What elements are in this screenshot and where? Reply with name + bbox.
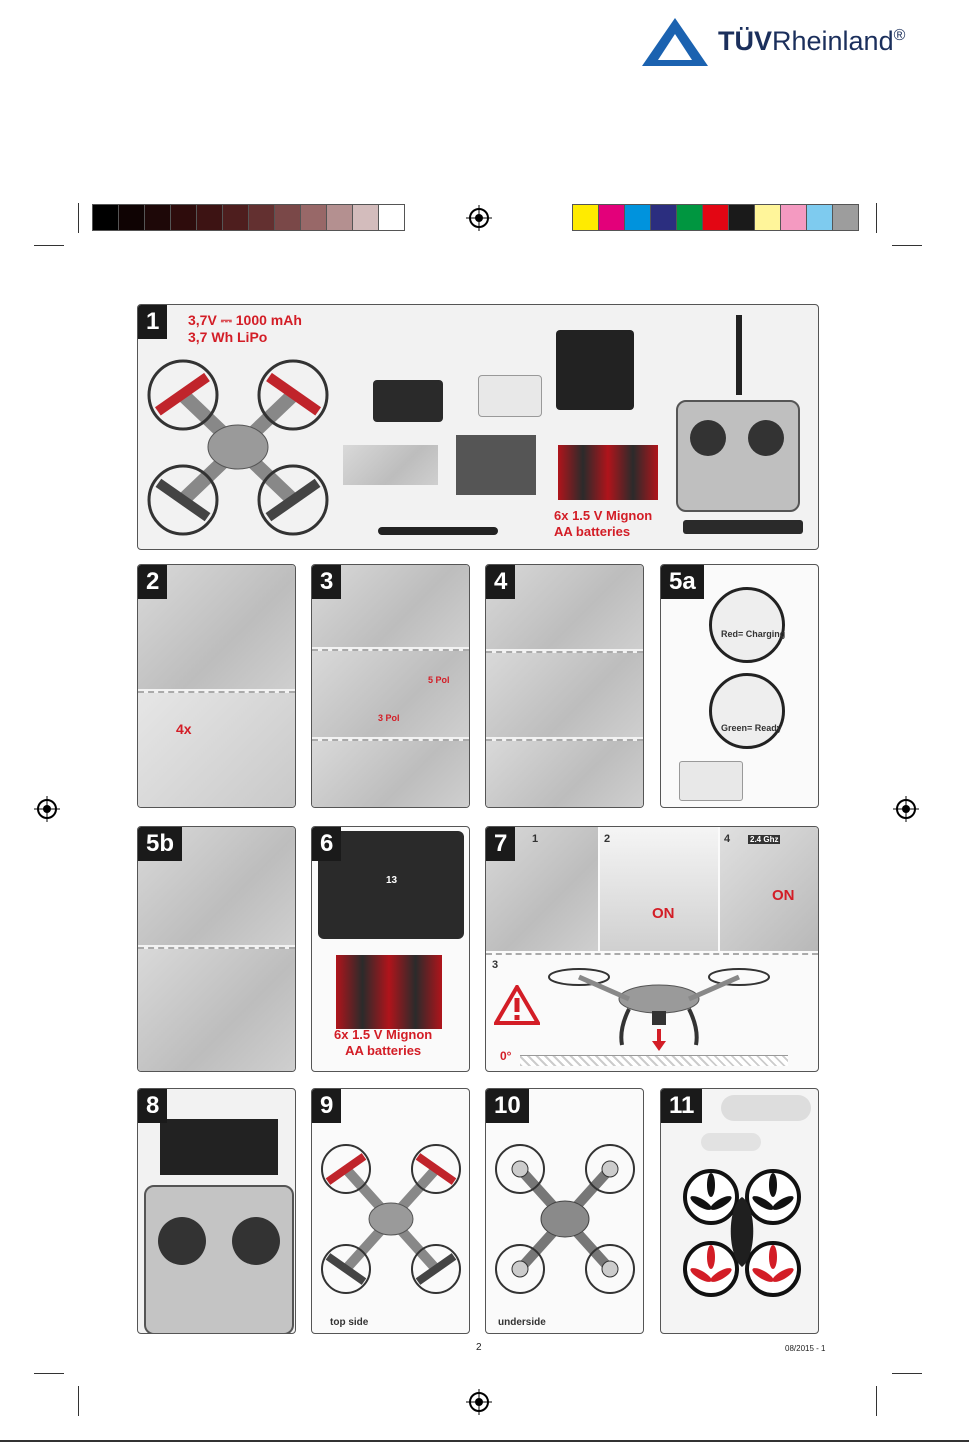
color-swatch [676, 204, 703, 231]
top-side-caption: top side [330, 1317, 369, 1328]
color-swatch [274, 204, 301, 231]
connector-3pol-label: 3 Pol [378, 713, 400, 723]
quantity-label: 4x [176, 721, 192, 737]
lipo-battery-image [679, 761, 743, 801]
step-photo [720, 827, 818, 951]
color-swatch [196, 204, 223, 231]
drone-top-illustration [316, 1139, 466, 1299]
color-swatch [598, 204, 625, 231]
color-swatch [300, 204, 327, 231]
step-photo [312, 651, 469, 737]
cloud-shape [721, 1095, 811, 1121]
panel-10-underside [485, 1088, 644, 1334]
step-number: 11 [661, 1089, 702, 1123]
step-number: 6 [312, 827, 341, 861]
color-swatch [92, 204, 119, 231]
step-number: 5a [661, 565, 704, 599]
panel-11-flight [660, 1088, 819, 1334]
panel-1-contents [137, 304, 819, 550]
phone-holder-image [556, 330, 634, 410]
battery-spec: 3,7V ⎓ 1000 mAh 3,7 Wh LiPo [188, 312, 302, 345]
step-number: 1 [138, 305, 167, 339]
charging-label: Red= Charging [721, 629, 786, 639]
charger-green-led-detail [709, 673, 785, 749]
step-number: 3 [312, 565, 341, 599]
propellers-image [456, 435, 536, 495]
color-swatch [144, 204, 171, 231]
color-swatch [118, 204, 145, 231]
compartment-reference-number: 13 [386, 875, 398, 886]
step-photo [138, 949, 295, 1071]
crop-mark [78, 203, 79, 233]
registration-mark-icon [893, 796, 919, 822]
step-photo [600, 827, 718, 951]
color-swatch [650, 204, 677, 231]
process-color-bar [572, 204, 858, 232]
panel-6-remote-batteries [311, 826, 470, 1072]
panel-9-top-side [311, 1088, 470, 1334]
aa-batteries-image [558, 445, 658, 500]
color-swatch [326, 204, 353, 231]
color-swatch [624, 204, 651, 231]
color-swatch [352, 204, 379, 231]
step-number: 7 [486, 827, 515, 861]
lipo-battery-image [478, 375, 542, 417]
color-swatch [780, 204, 807, 231]
step-number: 10 [486, 1089, 529, 1123]
registration-mark-icon [466, 205, 492, 231]
registration-mark-icon [466, 1389, 492, 1415]
panel-7-power-on [485, 826, 819, 1072]
panel-5a-charging [660, 564, 819, 808]
color-swatch [728, 204, 755, 231]
landing-gear-image [343, 445, 438, 485]
color-swatch [754, 204, 781, 231]
on-label: ON [772, 887, 795, 904]
sub-step-4: 4 [724, 833, 731, 845]
revision-date: 08/2015 - 1 [785, 1344, 826, 1353]
step-number: 4 [486, 565, 515, 599]
step-photo [312, 741, 469, 807]
frequency-badge: 2.4 Ghz [750, 835, 779, 844]
color-swatch [806, 204, 833, 231]
tuv-rheinland-logo [640, 16, 960, 68]
level-surface [520, 1055, 788, 1066]
crop-mark [34, 1373, 64, 1374]
aa-battery-caption: 6x 1.5 V Mignon AA batteries [334, 1027, 433, 1058]
crop-mark [892, 1373, 922, 1374]
connector-5pol-label: 5 Pol [428, 675, 450, 685]
charger-red-led-detail [709, 587, 785, 663]
on-label: ON [652, 905, 675, 922]
aa-battery-caption: 6x 1.5 V Mignon AA batteries [554, 508, 653, 539]
divider [486, 953, 818, 955]
color-swatch [248, 204, 275, 231]
ready-label: Green= Ready [721, 723, 782, 733]
remote-control-image [676, 400, 800, 512]
charger-image [373, 380, 443, 422]
drone-illustration [143, 355, 333, 540]
step-number: 9 [312, 1089, 341, 1123]
color-swatch [702, 204, 729, 231]
cloud-shape [701, 1133, 761, 1151]
step-number: 2 [138, 565, 167, 599]
step-photo [486, 653, 643, 737]
panel-3-battery-insert [311, 564, 470, 808]
warning-icon [494, 985, 540, 1025]
step-photo [138, 693, 295, 807]
sub-step-1: 1 [532, 833, 539, 845]
gray-color-bar [92, 204, 404, 232]
color-swatch [572, 204, 599, 231]
crop-mark [876, 1386, 877, 1416]
page-number: 2 [476, 1342, 482, 1353]
tuv-triangle-icon [640, 16, 710, 68]
drone-level-illustration [544, 959, 774, 1053]
color-swatch [832, 204, 859, 231]
lanyard-image [683, 520, 803, 534]
remote-control-image [144, 1185, 294, 1334]
sub-step-3: 3 [492, 959, 499, 971]
logo-wordmark: TÜVRheinland® [718, 26, 906, 56]
panel-4-phone-holder [485, 564, 644, 808]
color-swatch [222, 204, 249, 231]
registration-mark-icon [34, 796, 60, 822]
screwdriver-image [378, 527, 498, 535]
step-number: 8 [138, 1089, 167, 1123]
step-number: 5b [138, 827, 182, 861]
crop-mark [34, 245, 64, 246]
drone-flight-top-view-icon [683, 1167, 801, 1299]
angle-label: 0° [500, 1049, 512, 1063]
underside-caption: underside [498, 1317, 546, 1328]
color-swatch [378, 204, 405, 231]
panel-2-landing-gear [137, 564, 296, 808]
color-swatch [170, 204, 197, 231]
phone-in-holder-image [160, 1119, 278, 1175]
panel-5b-battery-connect [137, 826, 296, 1072]
panel-8-remote-controls [137, 1088, 296, 1334]
crop-mark [876, 203, 877, 233]
sub-step-2: 2 [604, 833, 611, 845]
drone-underside-illustration [490, 1139, 640, 1299]
antenna-image [736, 315, 742, 395]
step-photo [486, 741, 643, 807]
crop-mark [78, 1386, 79, 1416]
crop-mark [892, 245, 922, 246]
bottom-rule [0, 1440, 969, 1442]
aa-batteries-image [336, 955, 442, 1029]
